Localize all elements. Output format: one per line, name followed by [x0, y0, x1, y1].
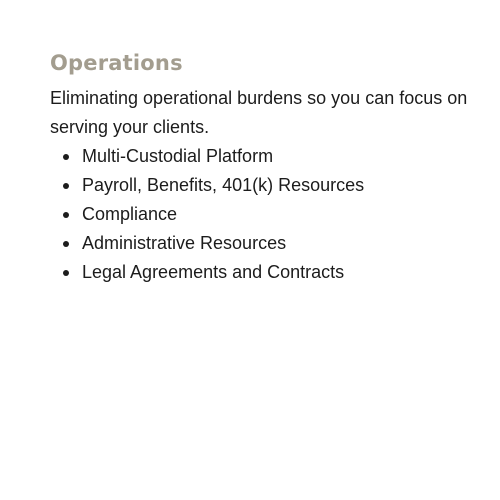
operations-section [50, 48, 470, 287]
list-item-label: Legal Agreements and Contracts [82, 262, 345, 282]
list-item-label: Administrative Resources [82, 233, 287, 253]
bullet-icon [63, 183, 69, 189]
list-item [50, 142, 470, 171]
bullet-icon [63, 270, 69, 276]
bullet-icon [63, 154, 69, 160]
list-item [50, 200, 470, 229]
list-item-label: Compliance [82, 204, 178, 224]
bullet-icon [63, 241, 69, 247]
list-item-label: Multi-Custodial Platform [82, 146, 274, 166]
section-intro: Eliminating operational burdens so you can focus on serving your clients. [50, 88, 468, 137]
list-item-label: Payroll, Benefits, 401(k) Resources [82, 175, 365, 195]
list-item [50, 229, 470, 258]
list-item [50, 171, 470, 200]
section-heading: Operations [50, 51, 183, 75]
bullet-icon [63, 212, 69, 218]
list-item [50, 258, 470, 287]
services-list [50, 142, 470, 287]
